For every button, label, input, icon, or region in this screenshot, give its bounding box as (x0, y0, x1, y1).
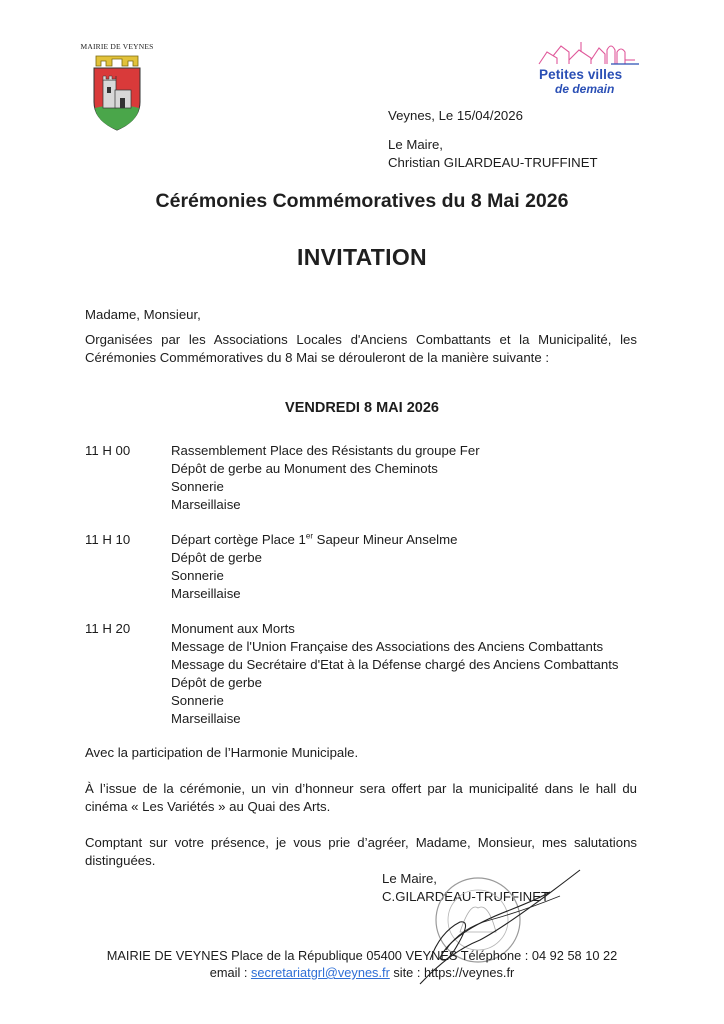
schedule-item: Sonnerie (171, 693, 224, 708)
signature-role: Le Maire, (382, 871, 437, 886)
greeting: Madame, Monsieur, (85, 307, 201, 322)
sender-name: Christian GILARDEAU-TRUFFINET (388, 155, 598, 170)
schedule-item: Sonnerie (171, 479, 224, 494)
sender-block (388, 136, 598, 172)
intro-paragraph: Organisées par les Associations Locales d'Anciens Combattants et la Municipalité, les Cérémonies Commémoratives du 8 Mai se dérouleront de la manière suivante : (85, 332, 637, 365)
schedule-items (171, 531, 457, 603)
schedule-item: Message du Secrétaire d'Etat à la Défense chargé des Anciens Combattants (171, 657, 619, 672)
crest-label: MAIRIE DE VEYNES (80, 42, 154, 51)
village-skyline-icon (535, 38, 645, 68)
schedule-item: Marseillaise (171, 586, 241, 601)
schedule-time: 11 H 00 (85, 443, 131, 458)
schedule-item: Départ cortège Place 1er Sapeur Mineur Anselme (171, 531, 458, 547)
schedule-entry (85, 531, 645, 603)
petites-villes-de-demain-logo (535, 38, 645, 100)
participation-paragraph: Avec la participation de l’Harmonie Municipale. (85, 745, 359, 760)
schedule-item: Marseillaise (171, 711, 241, 726)
place-date: Veynes, Le 15/04/2026 (388, 108, 523, 123)
day-heading: VENDREDI 8 MAI 2026 (285, 400, 439, 416)
official-stamp-and-signature-icon (400, 862, 590, 1002)
logo-title: Petites villes (539, 67, 623, 82)
schedule-entry (85, 442, 645, 514)
schedule-item: Dépôt de gerbe (171, 550, 262, 565)
veynes-crest-logo (82, 42, 152, 132)
schedule-item: Message de l'Union Française des Associations des Anciens Combattants (171, 639, 604, 654)
schedule-item: Sonnerie (171, 568, 224, 583)
signature-name: C.GILARDEAU-TRUFFINET (382, 889, 550, 904)
email-link[interactable]: secretariatgrl@veynes.fr (250, 965, 390, 980)
castle-shield-icon (82, 42, 152, 132)
schedule-item: Dépôt de gerbe au Monument des Cheminots (171, 461, 438, 476)
schedule-item: Rassemblement Place des Résistants du groupe Fer (171, 443, 480, 458)
document-title: Cérémonies Commémoratives du 8 Mai 2026 (155, 190, 569, 212)
footer-address: MAIRIE DE VEYNES Place de la République 05400 VEYNES Téléphone : 04 92 58 10 22 (106, 948, 618, 963)
schedule-time: 11 H 10 (85, 532, 131, 547)
footer (0, 947, 724, 981)
sender-role: Le Maire, (388, 137, 443, 152)
closing-paragraph: Comptant sur votre présence, je vous prie d’agréer, Madame, Monsieur, mes salutations distinguées. (85, 835, 637, 868)
schedule-items (171, 442, 480, 514)
invitation-heading: INVITATION (297, 244, 427, 270)
schedule-items (171, 620, 619, 728)
reception-paragraph: À l’issue de la cérémonie, un vin d’honneur sera offert par la municipalité dans le hall du cinéma « Les Variétés » au Quai des Arts. (85, 781, 637, 814)
schedule-item: Monument aux Morts (171, 621, 295, 636)
schedule-item: Dépôt de gerbe (171, 675, 262, 690)
site-label: site : (389, 965, 424, 980)
logo-subtitle: de demain (555, 82, 615, 96)
footer-contact (0, 964, 724, 981)
site-link[interactable]: https://veynes.fr (423, 965, 515, 980)
schedule-item: Marseillaise (171, 497, 241, 512)
schedule-entry (85, 620, 645, 728)
email-label: email : (209, 965, 251, 980)
schedule-time: 11 H 20 (85, 621, 131, 636)
